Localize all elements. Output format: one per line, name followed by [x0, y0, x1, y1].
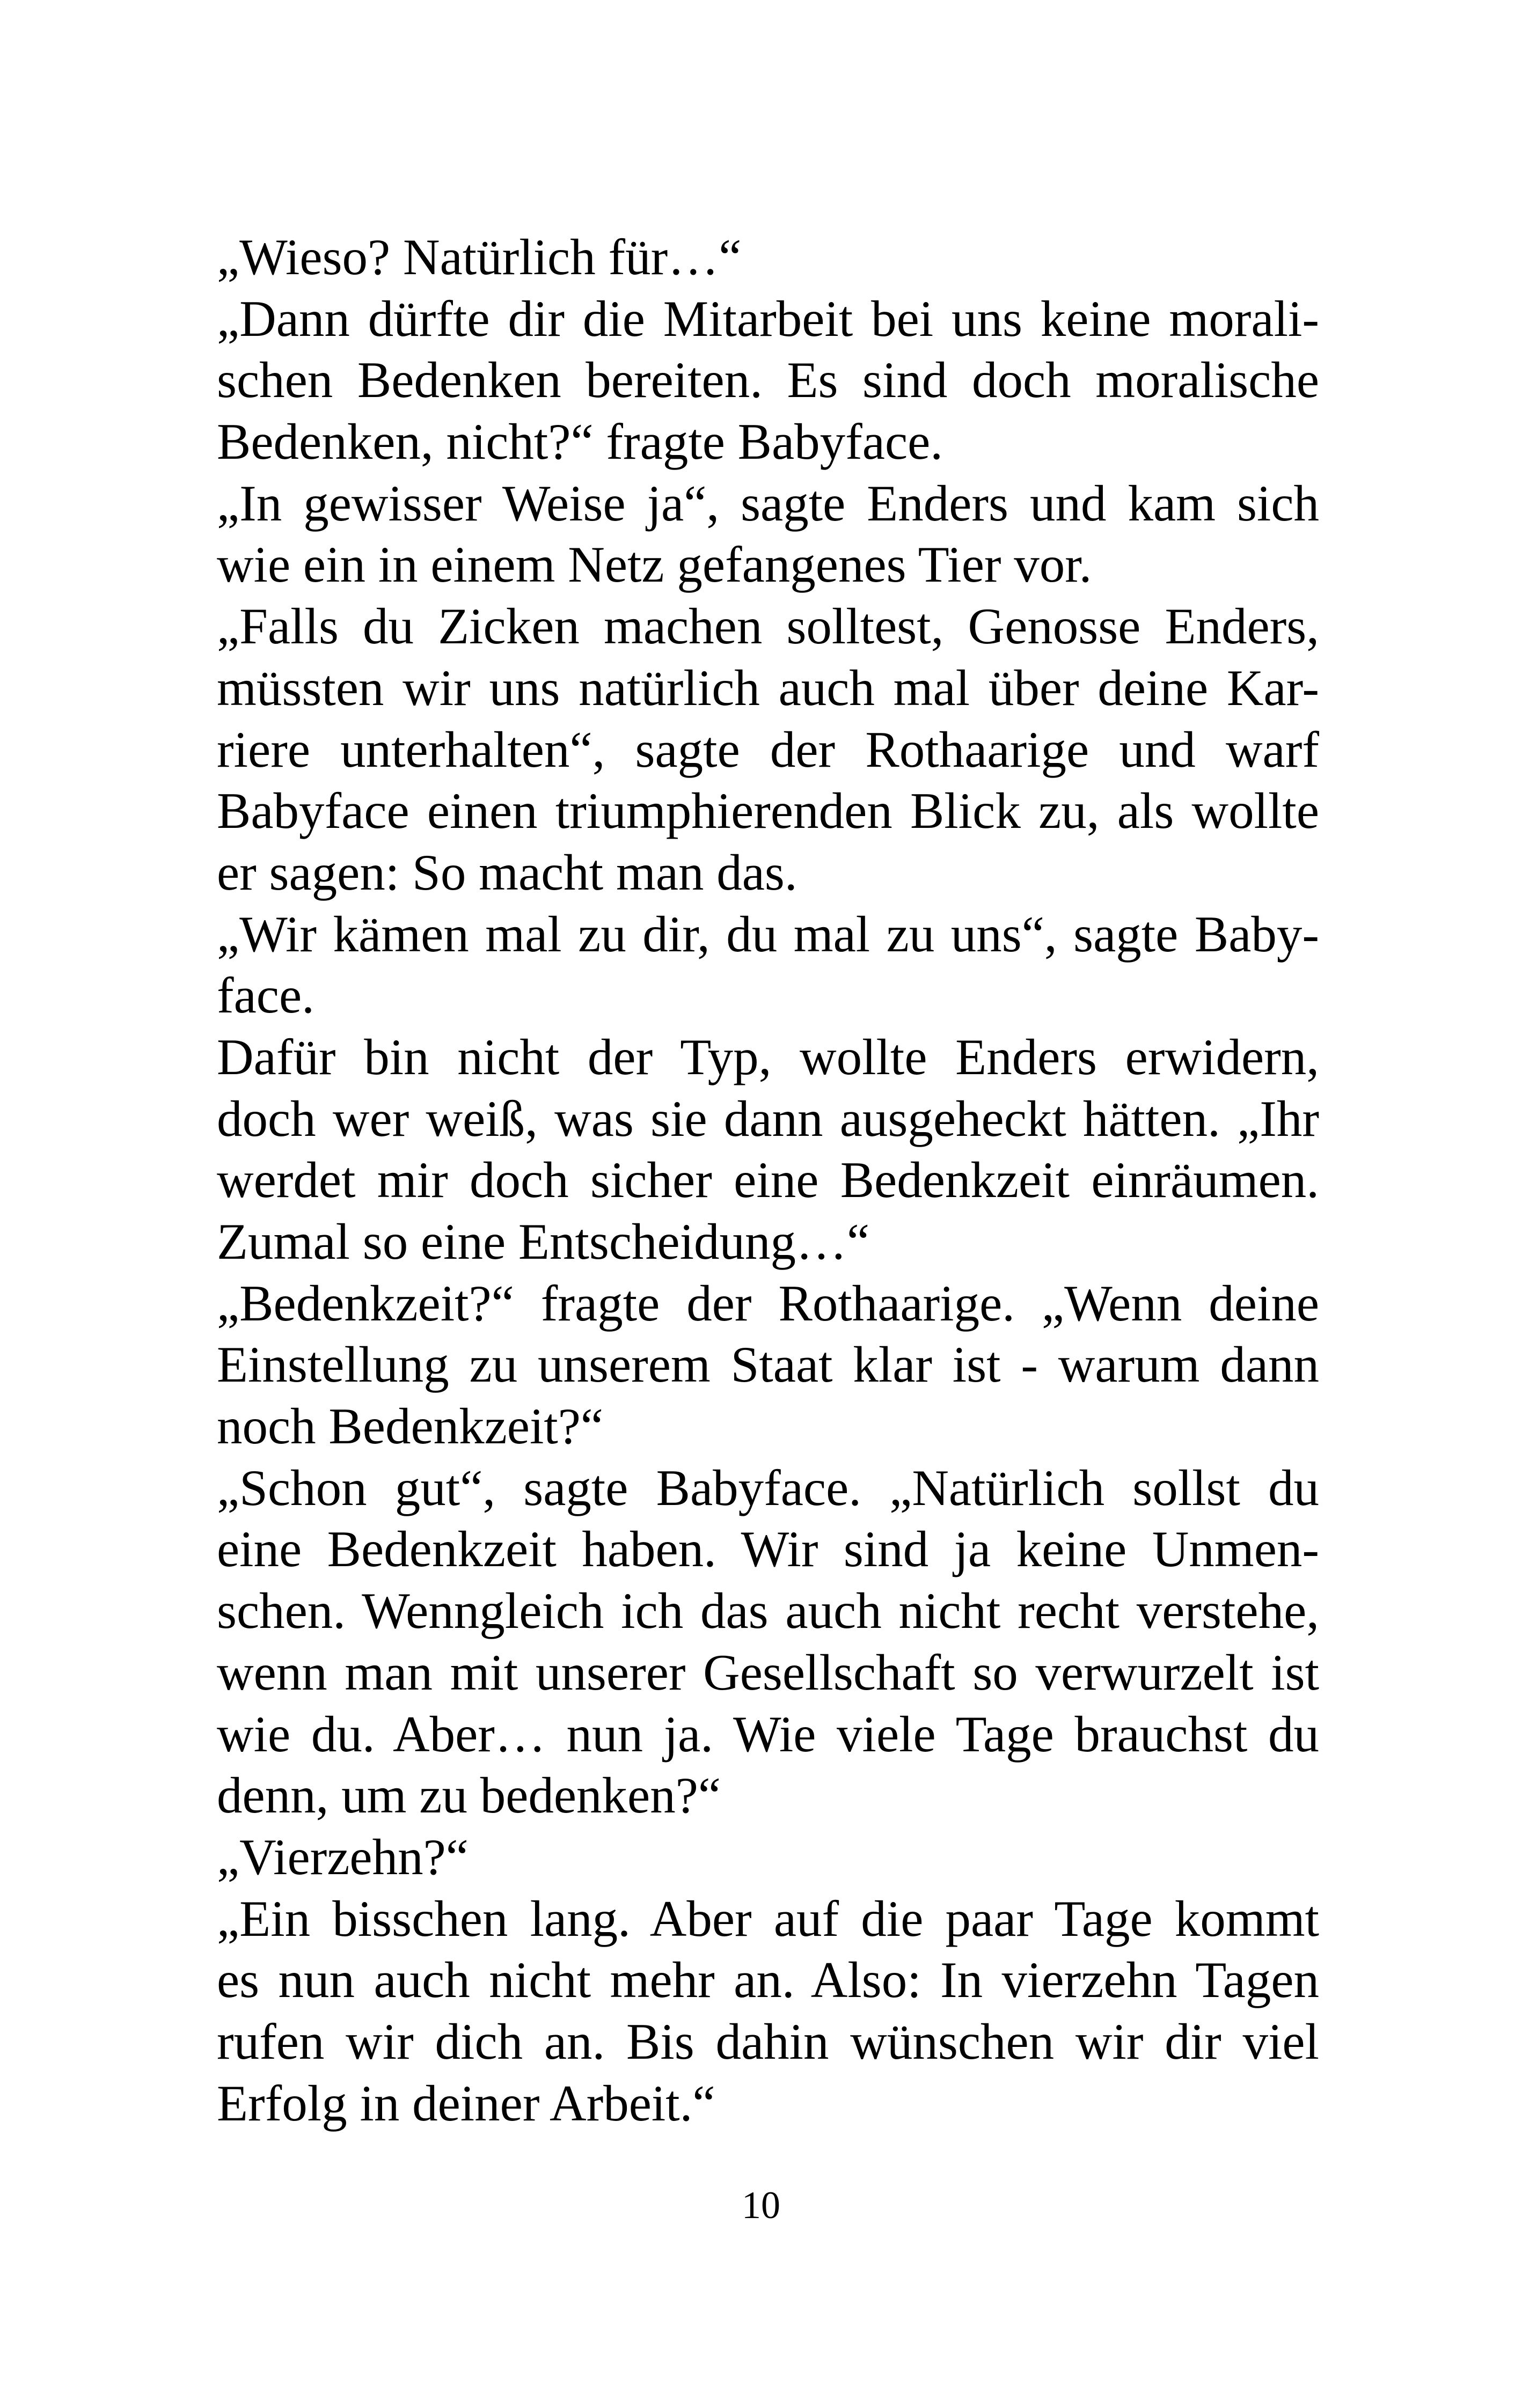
body-text — [217, 226, 1319, 2134]
text-line: „Schon gut“, sagte Babyface. „Natürlich sollst du — [217, 1459, 1319, 1516]
text-line: Zumal so eine Entscheidung…“ — [217, 1213, 870, 1270]
text-line: „Wir kämen mal zu dir, du mal zu uns“, sagte Baby- — [217, 905, 1319, 963]
text-line: es nun auch nicht mehr an. Also: In vierzehn Tagen — [217, 1951, 1319, 2009]
text-line: wie du. Aber… nun ja. Wie viele Tage brauchst du — [217, 1705, 1319, 1763]
text-line: Dafür bin nicht der Typ, wollte Enders erwidern, — [217, 1028, 1319, 1085]
text-line: „In gewisser Weise ja“, sagte Enders und kam sich — [217, 474, 1319, 532]
text-line: Erfolg in deiner Arbeit.“ — [217, 2074, 715, 2132]
text-line: er sagen: So macht man das. — [217, 843, 797, 901]
page-number: 10 — [742, 2184, 780, 2227]
text-line: „Vierzehn?“ — [217, 1828, 469, 1885]
text-line: „Bedenkzeit?“ fragte der Rothaarige. „Wenn deine — [217, 1274, 1319, 1332]
text-line: müssten wir uns natürlich auch mal über deine Kar- — [217, 659, 1319, 716]
text-line: doch wer weiß, was sie dann ausgeheckt hätten. „Ihr — [217, 1090, 1319, 1147]
text-line: wenn man mit unserer Gesellschaft so verwurzelt ist — [217, 1643, 1319, 1701]
text-line: „Falls du Zicken machen solltest, Genosse Enders, — [217, 598, 1319, 655]
text-line: wie ein in einem Netz gefangenes Tier vor. — [217, 536, 1092, 593]
text-line: riere unterhalten“, sagte der Rothaarige und warf — [217, 721, 1319, 778]
text-line: Babyface einen triumphierenden Blick zu, als wollte — [217, 782, 1319, 840]
text-line: schen Bedenken bereiten. Es sind doch moralische — [217, 351, 1319, 409]
text-line: eine Bedenkzeit haben. Wir sind ja keine Unmen- — [217, 1521, 1319, 1578]
text-line: „Ein bisschen lang. Aber auf die paar Tage kommt — [217, 1890, 1319, 1947]
text-line: noch Bedenkzeit?“ — [217, 1398, 604, 1455]
text-line: „Dann dürfte dir die Mitarbeit bei uns keine morali- — [217, 290, 1319, 347]
text-line: face. — [217, 967, 314, 1024]
text-line: werdet mir doch sicher eine Bedenkzeit einräumen. — [217, 1151, 1319, 1209]
text-line: schen. Wenngleich ich das auch nicht recht verstehe, — [217, 1582, 1319, 1640]
text-line: Bedenken, nicht?“ fragte Babyface. — [217, 413, 943, 471]
text-line: rufen wir dich an. Bis dahin wünschen wir dir viel — [217, 2013, 1319, 2070]
text-line: Einstellung zu unserem Staat klar ist - warum dann — [217, 1336, 1319, 1393]
text-line: „Wieso? Natürlich für…“ — [217, 229, 742, 285]
text-line: denn, um zu bedenken?“ — [217, 1767, 721, 1824]
